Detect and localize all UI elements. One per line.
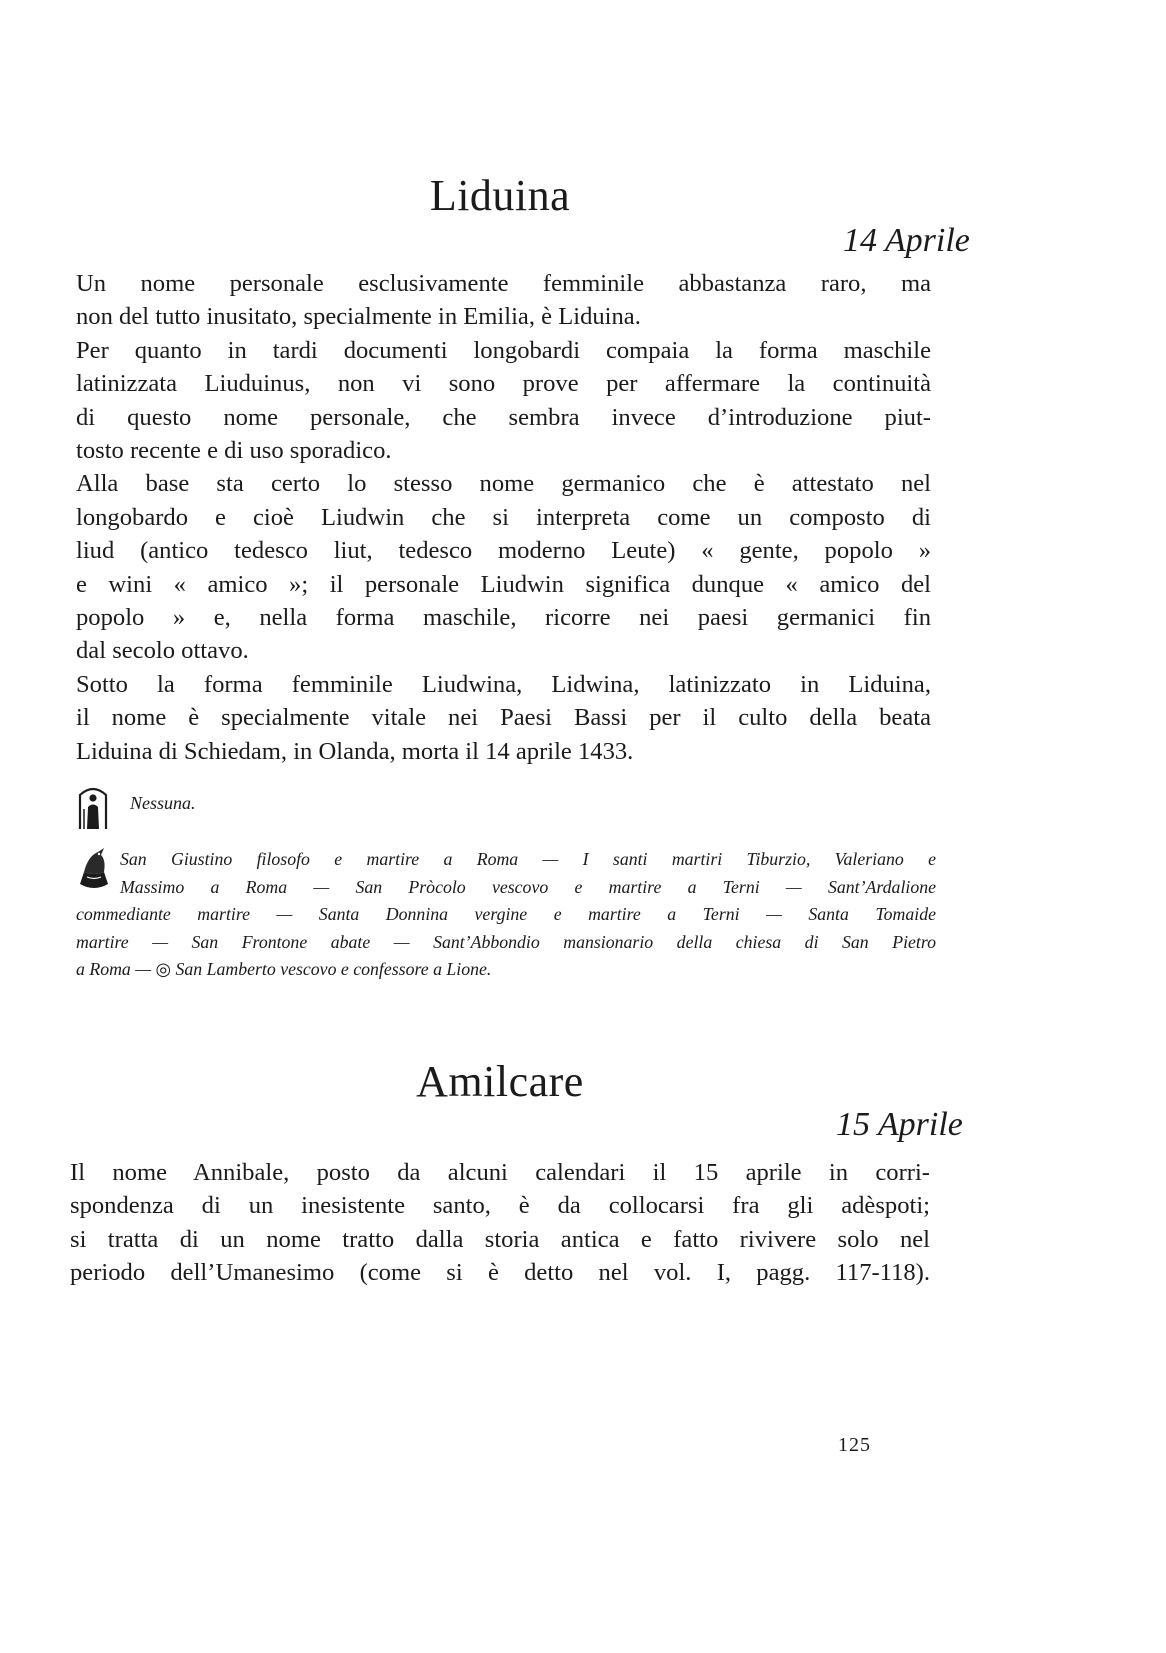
entry-title: Liduina — [429, 171, 571, 220]
body-line: spondenza di un inesistente santo, è da collocarsi fra gli adèspoti; — [70, 1192, 930, 1220]
body-line: Un nome personale esclusivamente femminile abbastanza raro, ma — [76, 270, 931, 297]
body-line: non del tutto inusitato, specialmente in Emilia, è Liduina. — [76, 303, 641, 331]
body-line: dal secolo ottavo. — [76, 637, 249, 665]
body-line: popolo » e, nella forma maschile, ricorre nei paesi germanici fin — [76, 604, 931, 632]
body-line: Sotto la forma femminile Liudwina, Lidwina, latinizzato in Liduina, — [76, 670, 931, 698]
body-line: longobardo e cioè Liudwin che si interpreta come un composto di — [76, 503, 931, 531]
entry-body — [76, 267, 931, 768]
entry-title: Amilcare — [416, 1057, 584, 1106]
entry-body — [70, 1156, 930, 1290]
entry-date: 15 Aprile — [836, 1106, 963, 1143]
entry-date: 14 Aprile — [843, 222, 970, 259]
body-line: tosto recente e di uso sporadico. — [76, 437, 392, 465]
body-line: Per quanto in tardi documenti longobardi compaia la forma maschile — [76, 336, 931, 364]
saint-figure-icon — [78, 785, 108, 831]
body-line: di questo nome personale, che sembra invece d’introduzione piut- — [76, 403, 931, 431]
calendar-line: Massimo a Roma — San Pròcolo vescovo e martire a Terni — Sant’Ardalione — [120, 876, 936, 897]
body-line: e wini « amico »; il personale Liudwin significa dunque « amico del — [76, 570, 931, 598]
body-line: periodo dell’Umanesimo (come si è detto nel vol. I, pagg. 117-118). — [70, 1259, 930, 1287]
body-line: Il nome Annibale, posto da alcuni calendari il 15 aprile in corri- — [70, 1159, 930, 1186]
onomastico-label: Nessuna. — [130, 793, 196, 813]
body-line: latinizzata Liuduinus, non vi sono prove per affermare la continuità — [76, 370, 931, 398]
body-line: il nome è specialmente vitale nei Paesi Bassi per il culto della beata — [76, 704, 931, 732]
calendar-line: San Giustino filosofo e martire a Roma — I santi martiri Tiburzio, Valeriano e — [120, 849, 936, 869]
body-line: Alla base sta certo lo stesso nome germanico che è attestato nel — [76, 470, 931, 498]
calendar-line: a Roma — ◎ San Lamberto vescovo e confessore a Lione. — [76, 959, 492, 979]
page-number: 125 — [838, 1434, 871, 1456]
calendar-line: commediante martire — Santa Donnina vergine e martire a Terni — Santa Tomaide — [76, 904, 936, 924]
calendar-line: martire — San Frontone abate — Sant’Abbondio mansionario della chiesa di San Pietro — [76, 931, 936, 952]
body-line: Liduina di Schiedam, in Olanda, morta il 14 aprile 1433. — [76, 737, 634, 765]
body-line: si tratta di un nome tratto dalla storia antica e fatto rivivere solo nel — [70, 1225, 930, 1253]
body-line: liud (antico tedesco liut, tedesco moderno Leute) « gente, popolo » — [76, 537, 931, 565]
calendar-saints — [76, 846, 936, 984]
